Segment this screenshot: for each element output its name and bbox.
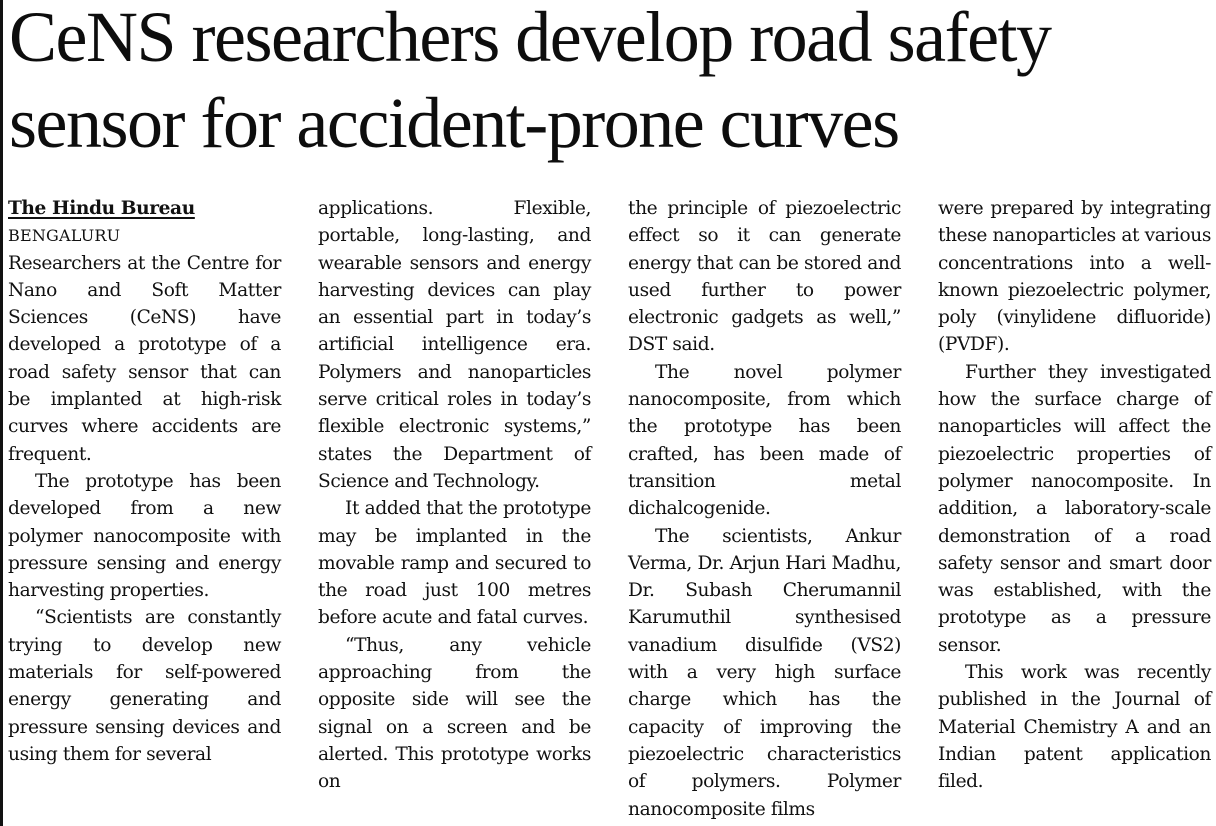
article-column-2 [318, 195, 591, 796]
paragraph: were prepared by integrating these nanoparticles at various concentrations into a well-known piezoelectric polymer, poly (vinylidene difluoride) (PVDF). [938, 198, 1211, 356]
paragraph: “Thus, any vehicle approaching from the opposite side will see the signal on a screen and be alerted. This prototype works on [318, 634, 591, 793]
paragraph: Researchers at the Centre for Nano and Soft Matter Sciences (CeNS) have developed a prototype of a road safety sensor that can be implanted at high-risk curves where accidents are frequent. [8, 252, 281, 465]
article-body [0, 195, 1216, 826]
paragraph: the principle of piezoelectric effect so it can generate energy that can be stored and used further to power electronic gadgets as well,” DST said. [628, 198, 901, 356]
paragraph: The novel polymer nanocomposite, from which the prototype has been crafted, has been made of transition metal dichalcogenide. [628, 361, 901, 520]
paragraph: Further they investigated how the surface charge of nanoparticles will affect the piezoelectric properties of polymer nanocomposite. In addition, a laboratory-scale demonstration of a road safety sensor and smart door was established, with the prototype as a pressure sensor. [938, 361, 1211, 656]
headline [9, 0, 1209, 166]
paragraph: It added that the prototype may be implanted in the movable ramp and secured to the road just 100 metres before acute and fatal curves. [318, 498, 591, 629]
article-column-3 [628, 195, 901, 823]
dateline: BENGALURU [8, 226, 121, 246]
paragraph: applications. Flexible, portable, long-lasting, and wearable sensors and energy harvesting devices can play an essential part in today’s artificial intelligence era. Polymers and nanoparticles serve critical roles in today’s flexible electronic systems,” states the Department of Science and Technology. [318, 198, 591, 492]
byline: The Hindu Bureau [8, 198, 195, 219]
article-column-4 [938, 195, 1211, 796]
paragraph: “Scientists are constantly trying to develop new materials for self-powered energy generating and pressure sensing devices and using them for several [8, 607, 281, 765]
headline-line-2: sensor for accident-prone curves [9, 83, 899, 163]
paragraph: The prototype has been developed from a new polymer nanocomposite with pressure sensing and energy harvesting properties. [8, 470, 281, 602]
article-column-1 [8, 195, 281, 768]
paragraph: This work was recently published in the Journal of Material Chemistry A and an Indian patent application filed. [938, 662, 1211, 793]
paragraph: The scientists, Ankur Verma, Dr. Arjun Hari Madhu, Dr. Subash Cherumannil Karumuthil synthesised vanadium disulfide (VS2) with a very high surface charge which has the capacity of improving the piezoelectric characteristics of polymers. Polymer nanocomposite films [628, 525, 901, 820]
headline-line-1: CeNS researchers develop road safety [9, 0, 1051, 77]
